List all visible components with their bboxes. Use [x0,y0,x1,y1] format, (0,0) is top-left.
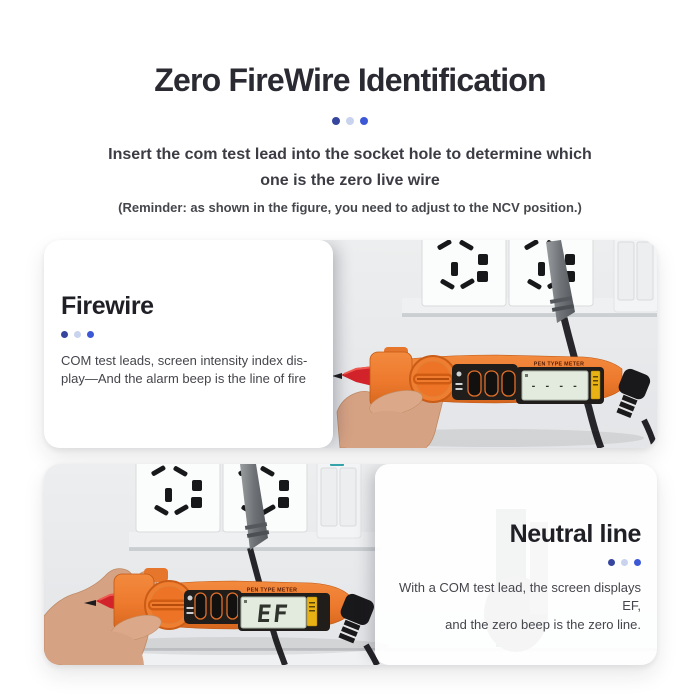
neutral-heading: Neutral line [509,520,641,548]
carousel-dot [332,117,340,125]
socket-left [136,464,220,532]
firewire-dots [61,331,316,338]
carousel-dot [608,559,615,566]
brand-label [591,371,600,399]
flashlight-icon [188,596,193,601]
lcd-reading: - - - - [530,382,580,392]
page-title: Zero FireWire Identification [154,62,546,98]
neutral-description: With a COM test lead, the screen displays EF, and the zero beep is the zero line. [398,580,641,632]
function-buttons [468,371,515,396]
firewire-text-panel [44,240,333,448]
neutral-dots [391,559,641,566]
brand-label [307,597,317,626]
neutral-text-panel [375,464,657,665]
carousel-dot [74,331,81,338]
lcd-display [241,597,306,628]
carousel-dot [621,559,628,566]
firewire-description: COM test leads, screen intensity index dis- play—And the alarm beep is the line of fire [61,353,308,387]
firewire-card [44,240,657,448]
lcd-display [522,371,588,400]
carousel-dot [634,559,641,566]
wall-switch [614,240,657,312]
subtitle-line-2: one is the zero live wire [260,172,440,189]
brand-text: PEN TYPE METER [533,361,585,368]
socket-left [422,240,506,306]
wall-switch [317,464,361,538]
flashlight-icon [457,372,462,377]
carousel-dot [346,117,354,125]
neutral-card [44,464,657,665]
reminder-note: (Reminder: as shown in the figure, you need to adjust to the NCV position.) [118,200,582,215]
firewire-heading: Firewire [61,292,154,320]
brand-text: PEN TYPE METER [246,587,298,594]
function-buttons [195,593,238,619]
subtitle-line-1: Insert the com test lead into the socket hole to determine which [108,146,592,163]
carousel-dot [360,117,368,125]
title-carousel-dots [0,117,700,125]
carousel-dot [61,331,68,338]
lcd-reading: EF [255,600,292,628]
carousel-dot [87,331,94,338]
